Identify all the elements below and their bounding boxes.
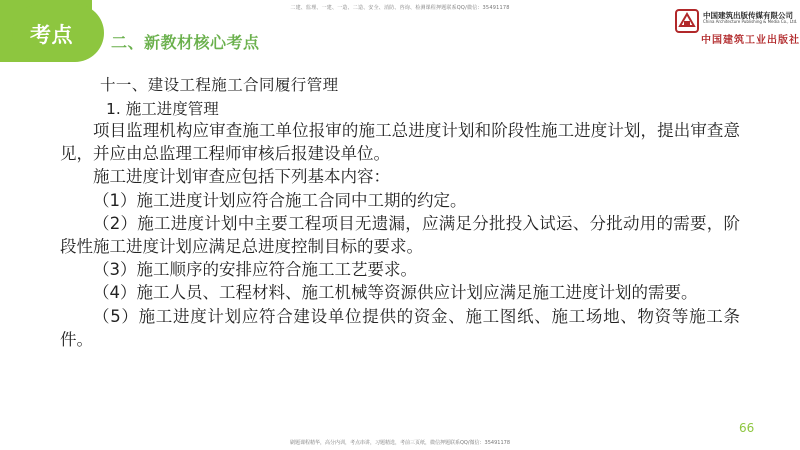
- content-subheading: 1. 施工进度管理: [106, 100, 219, 118]
- publisher-name-cn: 中国建筑出版传媒有限公司: [703, 11, 793, 20]
- paragraph: 施工进度计划审查应包括下列基本内容：: [93, 167, 390, 187]
- publisher-script-name: 中国建筑工业出版社: [701, 35, 800, 46]
- badge-label: 考点: [30, 23, 73, 47]
- paragraph: （1）施工进度计划应符合施工合同中工期的约定。: [93, 190, 467, 210]
- publisher-logo: [675, 9, 800, 46]
- paragraph: （2）施工进度计划中主要工程项目无遗漏，应满足分批投入试运、分批动用的需要，阶段性施工进度计划应满足总进度控制目标的要求。: [60, 213, 740, 257]
- bottom-watermark: 刷题课程精华，高分内训，考点串讲，习题精选，考前三页纸，微信押题联系QQ/微信：35491178: [289, 440, 510, 446]
- page-number: 66: [739, 421, 755, 435]
- publisher-name-en: China Architecture Publishing & Media Co., Ltd.: [703, 19, 798, 24]
- content-heading: 十一、建设工程施工合同履行管理: [100, 76, 339, 94]
- paragraph: 项目监理机构应审查施工单位报审的施工总进度计划和阶段性施工进度计划，提出审查意见，并应由总监理工程师审核后报建设单位。: [60, 121, 740, 164]
- paragraph: （3）施工顺序的安排应符合施工工艺要求。: [93, 260, 417, 280]
- body-text: [60, 119, 740, 351]
- paragraph: （4）施工人员、工程材料、施工机械等资源供应计划应满足施工进度计划的需要。: [93, 283, 698, 303]
- publisher-logo-icon: [675, 9, 699, 33]
- top-watermark: 二建、监理、一建、一造、二造、安全、消防、咨询、检测课程押题联系QQ/微信：35491178: [290, 5, 510, 11]
- paragraph: （5）施工进度计划应符合建设单位提供的资金、施工图纸、施工场地、物资等施工条件。: [60, 306, 740, 349]
- section-title: 二、新教材核心考点: [111, 33, 260, 52]
